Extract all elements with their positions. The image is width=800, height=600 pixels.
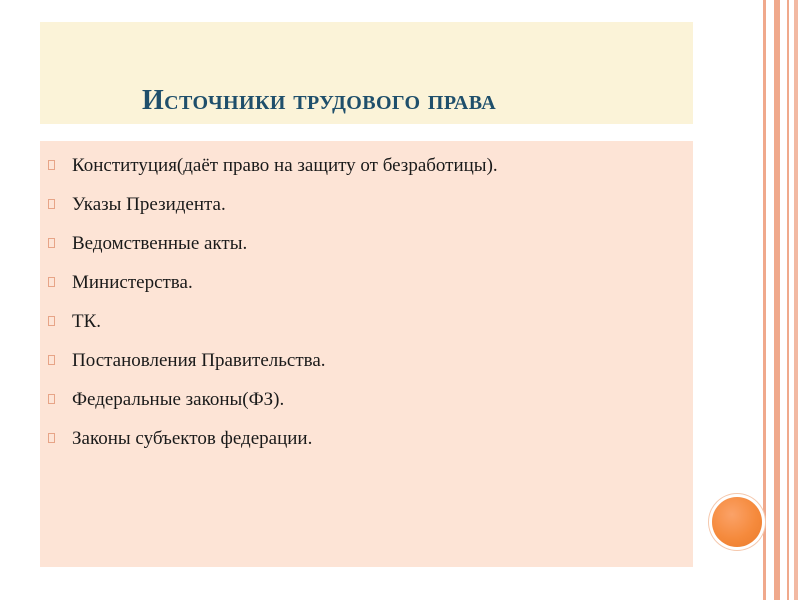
slide-title: Источники трудового права <box>142 85 497 116</box>
bullet-text: Постановления Правительства. <box>72 350 326 371</box>
bullet-text: Законы субъектов федерации. <box>72 428 313 449</box>
bullet-text: Конституция(даёт право на защиту от безработицы). <box>72 155 498 176</box>
bullet-item <box>48 146 498 185</box>
bullet-icon <box>48 355 55 365</box>
bullet-text: ТК. <box>72 311 102 332</box>
decorative-stripe <box>794 0 798 600</box>
bullet-list <box>48 146 498 458</box>
bullet-icon <box>48 238 55 248</box>
bullet-text: Министерства. <box>72 272 193 293</box>
bullet-icon <box>48 394 55 404</box>
bullet-icon <box>48 199 55 209</box>
bullet-text: Ведомственные акты. <box>72 233 248 254</box>
bullet-icon <box>48 433 55 443</box>
bullet-item <box>48 185 498 224</box>
bullet-item <box>48 380 498 419</box>
bullet-icon <box>48 160 55 170</box>
decorative-stripe <box>763 0 766 600</box>
decorative-stripe <box>774 0 780 600</box>
bullet-item <box>48 419 498 458</box>
bullet-text: Федеральные законы(ФЗ). <box>72 389 285 410</box>
bullet-item <box>48 341 498 380</box>
bullet-item <box>48 302 498 341</box>
bullet-icon <box>48 316 55 326</box>
decorative-circle <box>712 497 762 547</box>
bullet-text: Указы Президента. <box>72 194 226 215</box>
bullet-item <box>48 224 498 263</box>
bullet-item <box>48 263 498 302</box>
bullet-icon <box>48 277 55 287</box>
decorative-stripe <box>787 0 789 600</box>
